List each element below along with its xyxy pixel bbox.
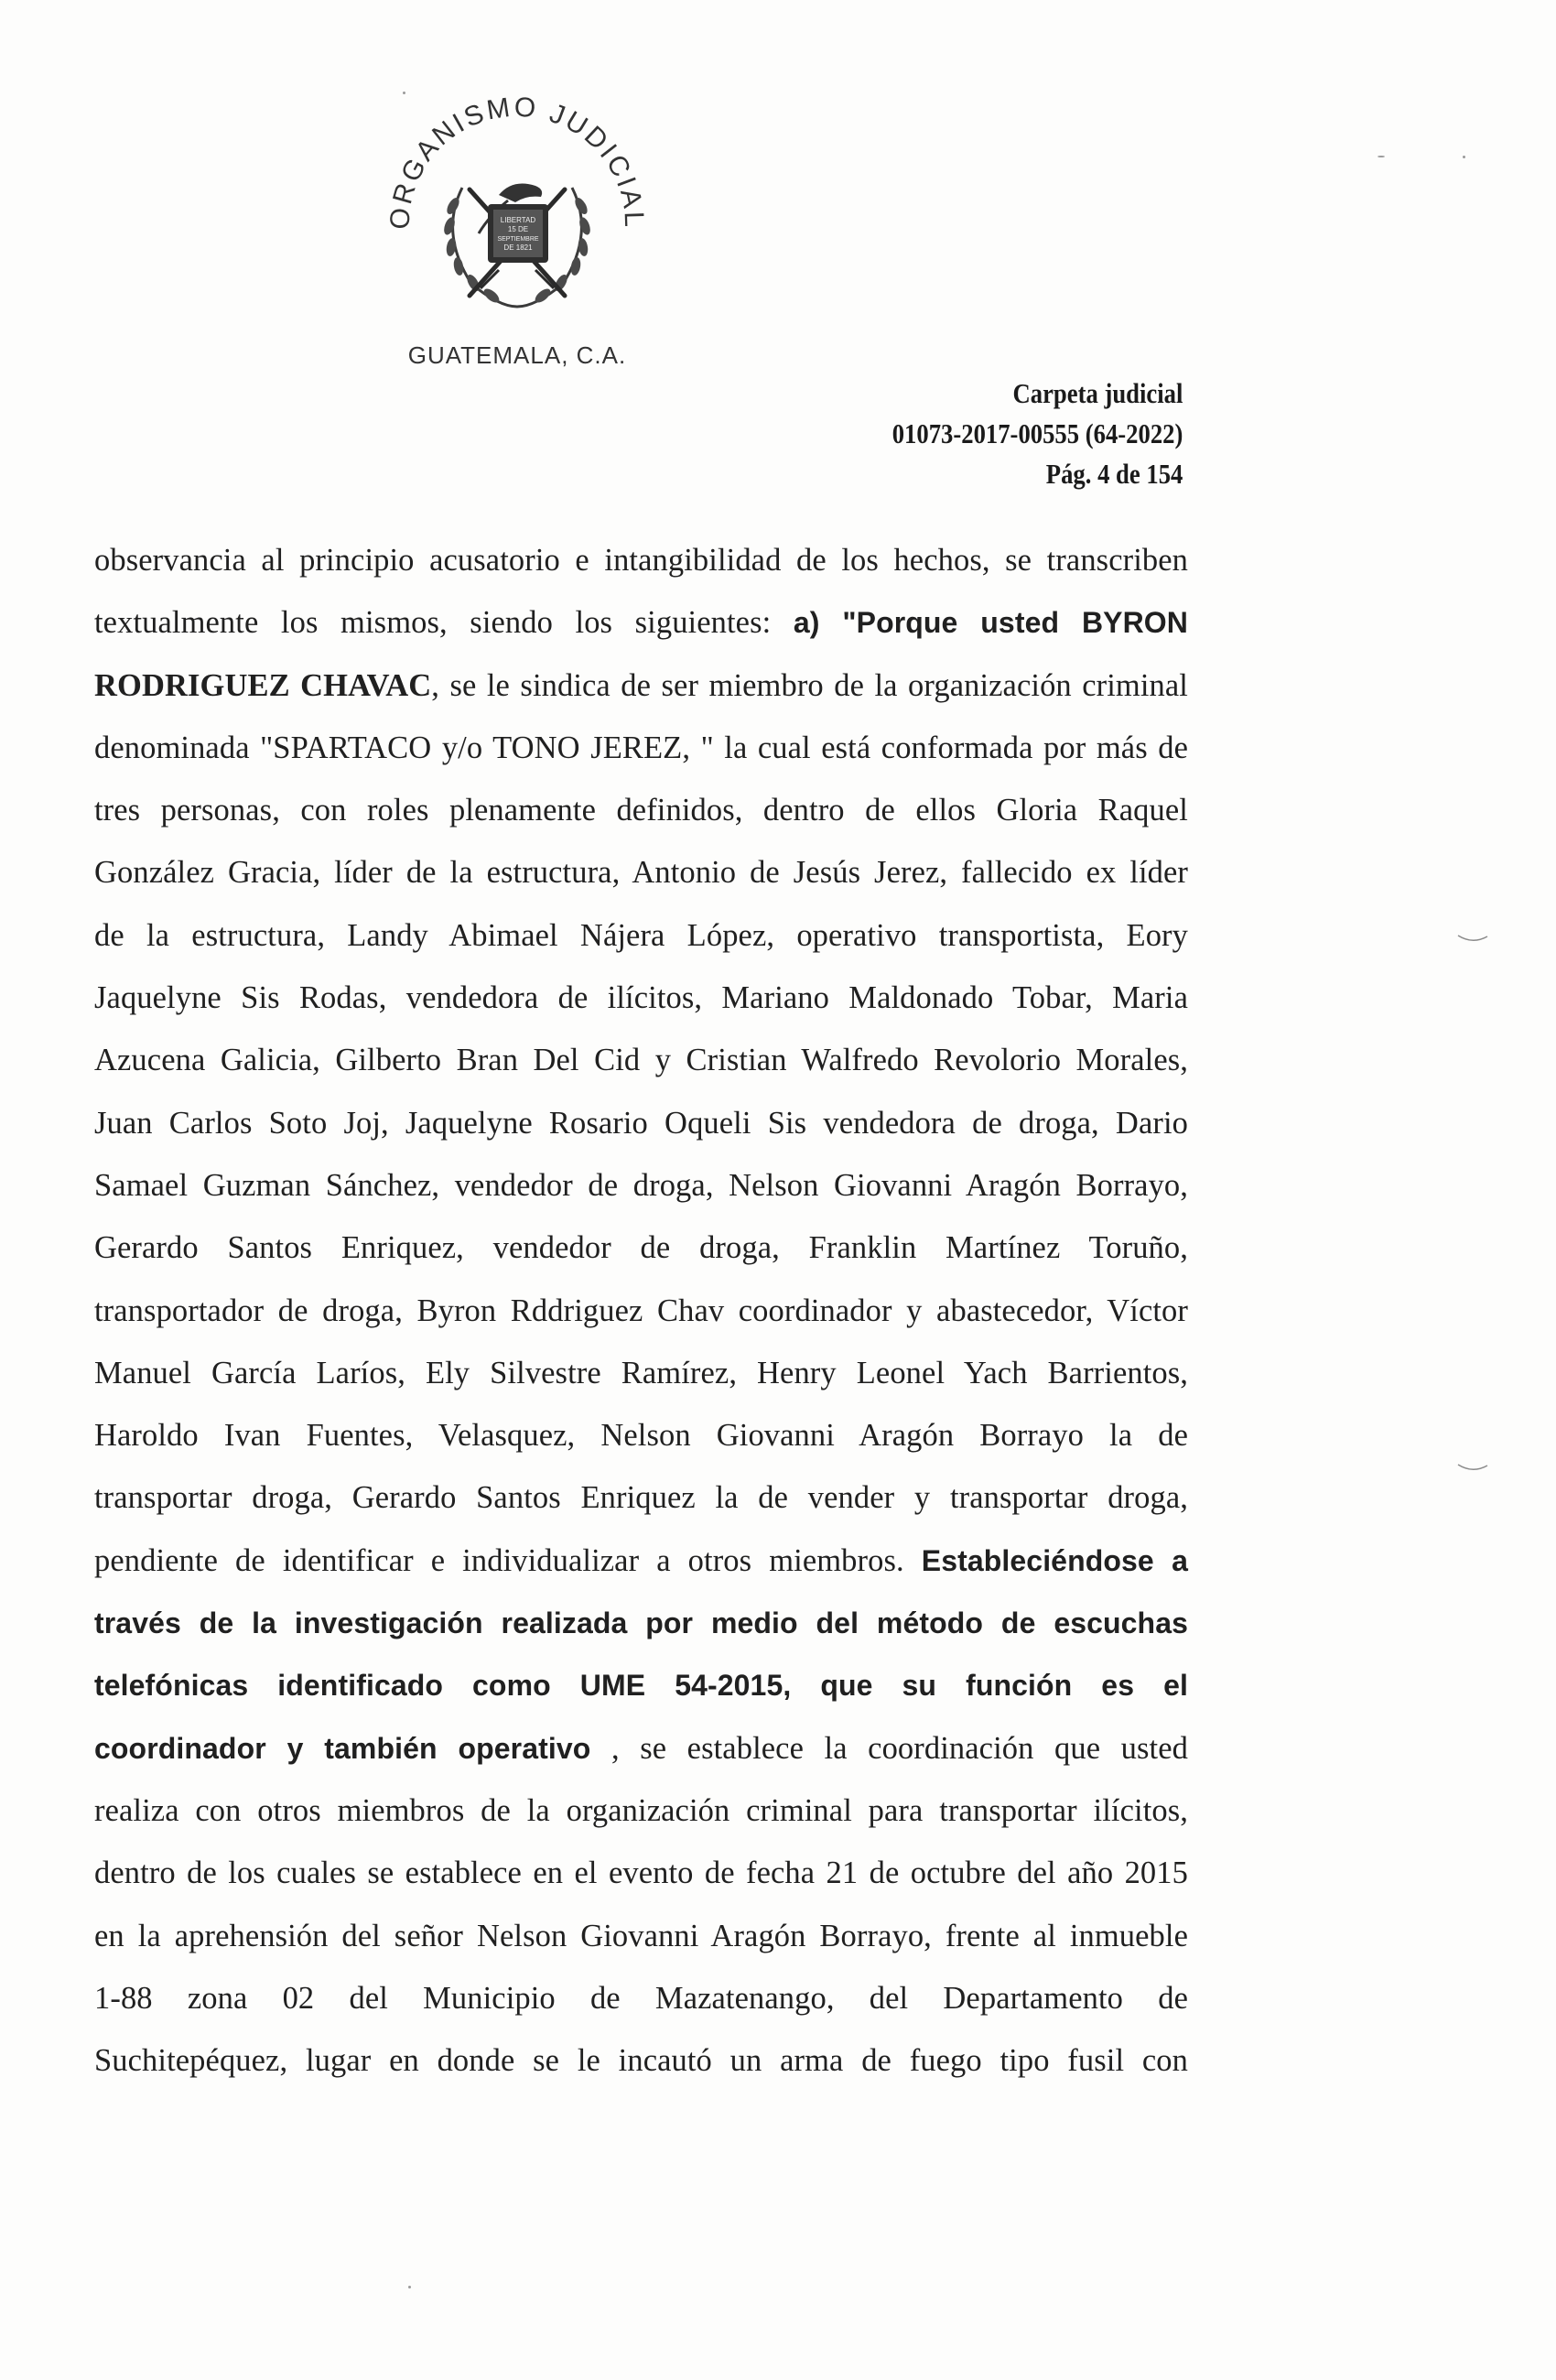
body-line bbox=[94, 1466, 1188, 1529]
body-line bbox=[94, 1592, 1188, 1654]
body-line bbox=[94, 717, 1188, 779]
body-line bbox=[94, 904, 1188, 967]
body-segment: , se establece la coordinación que usted bbox=[590, 1730, 1188, 1766]
body-emphasis: través de la investigación realizada por medio del método de escuchas bbox=[94, 1606, 1188, 1640]
body-line bbox=[94, 591, 1188, 654]
body-segment: Azucena Galicia, Gilberto Bran Del Cid y Cristian Walfredo Revolorio Morales, bbox=[94, 1043, 1188, 1078]
body-segment: denominada "SPARTACO y/o TONO JEREZ, " la cual está conformada por más de bbox=[94, 730, 1188, 765]
body-segment: González Gracia, líder de la estructura, Antonio de Jesús Jerez, fallecido ex líder bbox=[94, 855, 1188, 891]
body-line bbox=[94, 529, 1188, 591]
case-number: 01073-2017-00555 (64-2022) bbox=[891, 417, 1183, 449]
body-line bbox=[94, 1342, 1188, 1404]
body-emphasis: a) "Porque usted BYRON bbox=[793, 606, 1189, 640]
body-segment: Gerardo Santos Enriquez, vendedor de droga, Franklin Martínez Toruño, bbox=[94, 1230, 1188, 1266]
body-segment: Samael Guzman Sánchez, vendedor de droga, Nelson Giovanni Aragón Borrayo, bbox=[94, 1167, 1188, 1203]
body-segment: textualmente los mismos, siendo los siguientes: bbox=[94, 605, 794, 641]
body-line bbox=[94, 1280, 1188, 1342]
body-segment: pendiente de identificar e individualizar a otros miembros. bbox=[94, 1542, 922, 1578]
body-line bbox=[94, 1654, 1188, 1716]
body-segment: realiza con otros miembros de la organización criminal para transportar ilícitos, bbox=[94, 1792, 1188, 1828]
body-segment: Manuel García Laríos, Ely Silvestre Ramírez, Henry Leonel Yach Barrientos, bbox=[94, 1355, 1188, 1390]
svg-text:LIBERTAD: LIBERTAD bbox=[500, 216, 536, 224]
body-text bbox=[94, 529, 1188, 2092]
page-number: Pág. 4 de 154 bbox=[1045, 458, 1183, 490]
body-segment: Jaquelyne Sis Rodas, vendedora de ilícitos, Mariano Maldonado Tobar, Maria bbox=[94, 980, 1188, 1016]
folder-label: Carpeta judicial bbox=[1012, 377, 1183, 409]
body-segment: 1-88 zona 02 del Municipio de Mazatenango, del Departamento de bbox=[94, 1980, 1188, 2016]
svg-text:DE 1821: DE 1821 bbox=[503, 243, 533, 252]
body-line bbox=[94, 1717, 1188, 1780]
body-segment: Suchitepéquez, lugar en donde se le incautó un arma de fuego tipo fusil con bbox=[94, 2043, 1188, 2079]
scan-speck bbox=[408, 2286, 411, 2288]
scan-speck bbox=[403, 92, 405, 94]
body-segment: Juan Carlos Soto Joj, Jaquelyne Rosario Oqueli Sis vendedora de droga, Dario bbox=[94, 1105, 1188, 1141]
case-reference bbox=[891, 373, 1183, 494]
body-line bbox=[94, 779, 1188, 841]
body-line bbox=[94, 1967, 1188, 2029]
body-segment: transportar droga, Gerardo Santos Enriquez la de vender y transportar droga, bbox=[94, 1480, 1188, 1516]
body-segment: Haroldo Ivan Fuentes, Velasquez, Nelson Giovanni Aragón Borrayo la de bbox=[94, 1418, 1188, 1454]
body-line bbox=[94, 841, 1188, 903]
body-line bbox=[94, 967, 1188, 1029]
seal-arc-text: ORGANISMO JUDICIAL bbox=[384, 92, 650, 231]
body-line bbox=[94, 1092, 1188, 1154]
body-segment: en la aprehensión del señor Nelson Giovanni Aragón Borrayo, frente al inmueble bbox=[94, 1918, 1188, 1953]
scan-mark-icon bbox=[1457, 934, 1488, 943]
body-emphasis: telefónicas identificado como UME 54-2015, que su función es el bbox=[94, 1669, 1188, 1703]
body-segment: , se le sindica de ser miembro de la organización criminal bbox=[431, 667, 1188, 703]
body-line bbox=[94, 2029, 1188, 2092]
scan-mark-icon bbox=[1457, 1463, 1488, 1472]
body-line bbox=[94, 1530, 1188, 1592]
svg-text:15 DE: 15 DE bbox=[507, 225, 529, 233]
body-line bbox=[94, 1842, 1188, 1904]
body-emphasis: RODRIGUEZ CHAVAC bbox=[94, 667, 432, 703]
body-segment: de la estructura, Landy Abimael Nájera López, operativo transportista, Eory bbox=[94, 917, 1188, 953]
body-segment: observancia al principio acusatorio e intangibilidad de los hechos, se transcriben bbox=[94, 543, 1188, 578]
judicial-seal bbox=[362, 87, 673, 371]
body-line bbox=[94, 654, 1188, 717]
body-line bbox=[94, 1029, 1188, 1091]
seal-country-label: GUATEMALA, C.A. bbox=[407, 341, 627, 369]
scan-speck bbox=[1463, 156, 1465, 158]
body-line bbox=[94, 1780, 1188, 1842]
body-segment: transportador de droga, Byron Rddriguez Chav coordinador y abastecedor, Víctor bbox=[94, 1293, 1188, 1328]
svg-text:SEPTIEMBRE: SEPTIEMBRE bbox=[497, 236, 539, 243]
body-line bbox=[94, 1905, 1188, 1967]
scan-speck bbox=[1378, 156, 1385, 157]
body-emphasis: Estableciéndose a bbox=[921, 1543, 1189, 1577]
body-line bbox=[94, 1404, 1188, 1466]
body-line bbox=[94, 1154, 1188, 1217]
body-emphasis: coordinador y también operativo bbox=[94, 1731, 591, 1765]
body-line bbox=[94, 1217, 1188, 1279]
coat-of-arms-icon bbox=[362, 87, 673, 334]
body-segment: dentro de los cuales se establece en el evento de fecha 21 de octubre del año 2015 bbox=[94, 1855, 1188, 1891]
body-segment: tres personas, con roles plenamente definidos, dentro de ellos Gloria Raquel bbox=[94, 793, 1188, 828]
